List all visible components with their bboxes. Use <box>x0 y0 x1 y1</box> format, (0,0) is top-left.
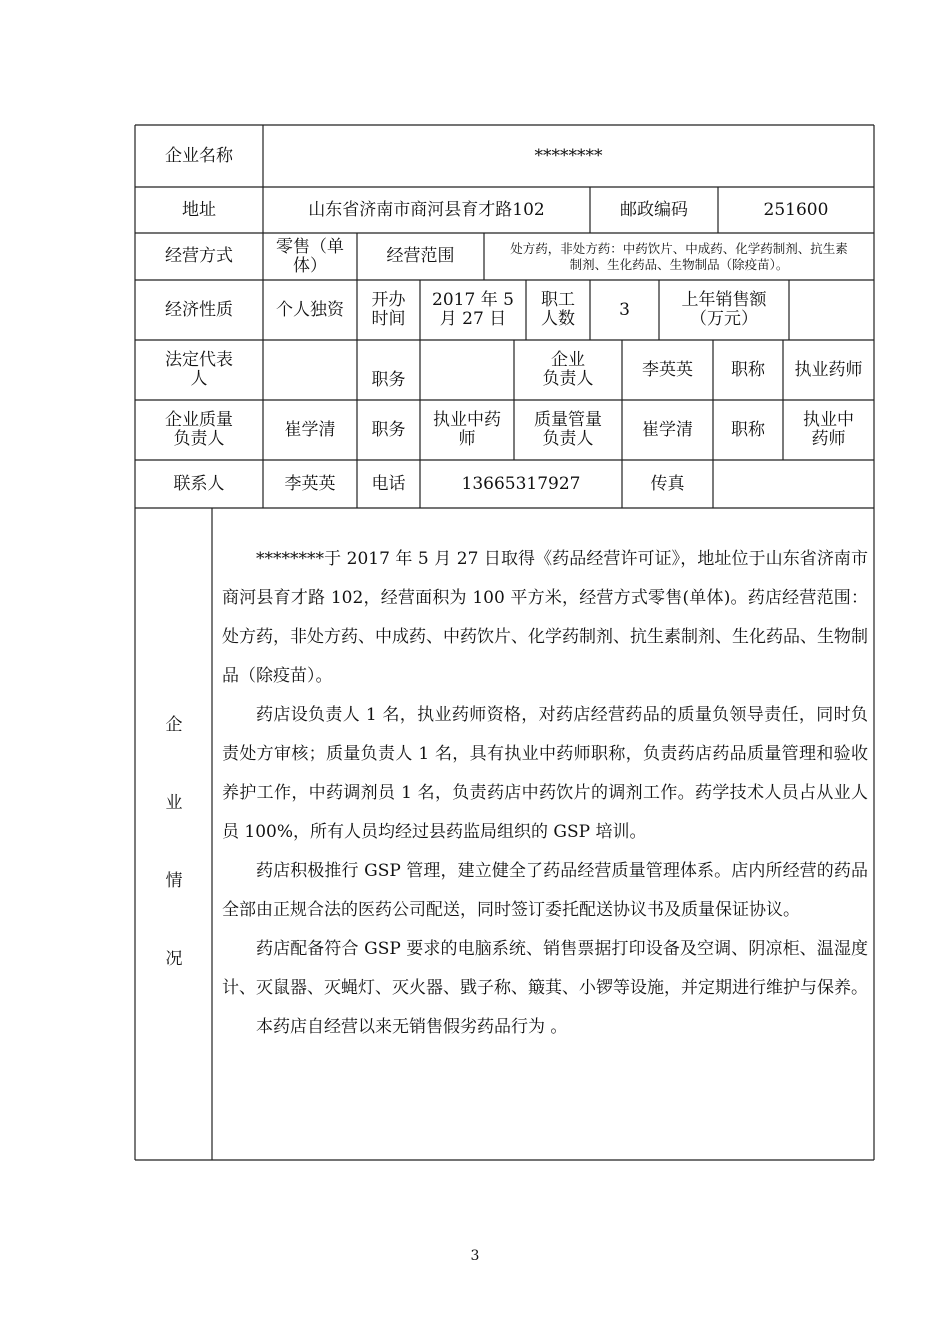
situation-content <box>222 540 868 1047</box>
business-mode-label: 经营方式 <box>165 246 233 266</box>
business-scope-value-line1: 处方药，非处方药：中药饮片、中成药、化学药制剂、抗生素 <box>510 240 848 256</box>
open-date-label-line2: 时间 <box>371 309 406 329</box>
legal-rep-label-line1: 法定代表 <box>165 350 233 370</box>
staff-count-label <box>526 280 590 340</box>
quality-head-position-label: 职务 <box>371 419 406 440</box>
quality-head-position-value-line2: 师 <box>458 429 476 449</box>
company-name-label: 企业名称 <box>165 145 233 166</box>
open-date-value-line1: 2017 年 5 <box>432 290 514 310</box>
open-date-label-line1: 开办 <box>371 290 406 310</box>
manager-title-value: 执业药师 <box>794 359 863 380</box>
manager-title-label: 职称 <box>731 359 765 380</box>
business-scope-label: 经营范围 <box>386 246 455 266</box>
econ-nature-label: 经济性质 <box>165 299 233 320</box>
legal-rep-position-value <box>420 340 514 400</box>
legal-rep-position-label: 职务 <box>371 369 406 390</box>
econ-nature-value: 个人独资 <box>276 299 344 320</box>
address-value: 山东省济南市商河县育才路102 <box>308 199 545 220</box>
staff-count-label-line2: 人数 <box>541 309 575 329</box>
paragraph: 药店积极推行 GSP 管理，建立健全了药品经营质量管理体系。店内所经营的药品全部由正规合法的医药公司配送，同时签订委托配送协议书及质量保证协议。 <box>222 861 868 920</box>
paragraph: 本药店自经营以来无销售假劣药品行为 。 <box>256 1017 568 1037</box>
postal-code-label: 邮政编码 <box>620 199 688 220</box>
contact-value: 李英英 <box>284 473 336 494</box>
quality-head-label-line2: 负责人 <box>173 429 225 449</box>
business-scope-value-line2: 制剂、生化药品、生物制品（除疫苗）。 <box>569 256 789 272</box>
legal-rep-label-line2: 人 <box>190 369 208 389</box>
sales-value <box>789 280 874 340</box>
phone-label: 电话 <box>371 473 406 494</box>
sales-label <box>659 280 789 340</box>
situation-label-char-4: 况 <box>165 949 183 969</box>
business-scope-value <box>484 233 874 280</box>
quality-manager-title-label: 职称 <box>731 419 765 440</box>
contact-label: 联系人 <box>173 473 225 494</box>
paragraph: ********于 2017 年 5 月 27 日取得《药品经营许可证》，地址位于山东省济南市商河县育才路 102，经营面积为 100 平方米，经营方式零售(单体)。药店经营范围：处方药，非处方药、中成药、中药饮片、化学药制剂、抗生素制剂、生化药品、生物制品（除疫苗）。 <box>222 549 868 686</box>
business-mode-value <box>263 233 357 280</box>
address-label: 地址 <box>182 199 216 220</box>
quality-manager-title-value <box>783 400 874 460</box>
staff-count-value: 3 <box>619 299 630 320</box>
manager-value: 李英英 <box>642 359 693 380</box>
quality-manager-label-line1: 质量管量 <box>534 410 602 430</box>
sales-label-line1: 上年销售额 <box>681 290 767 310</box>
quality-manager-label <box>514 400 622 460</box>
quality-head-label-line1: 企业质量 <box>165 410 233 430</box>
quality-manager-label-line2: 负责人 <box>542 429 594 449</box>
paragraph: 药店设负责人 1 名，执业药师资格，对药店经营药品的质量负领导责任，同时负责处方审核；质量负责人 1 名，具有执业中药师职称，负责药店药品质量管理和验收养护工作，中药调剂员 1 名，负责药店中药饮片的调剂工作。药学技术人员占从业人员 100%，所有人员均经过县药监局组织的 GSP 培训。 <box>222 705 868 842</box>
open-date-value <box>420 280 526 340</box>
manager-label-line2: 负责人 <box>542 369 594 389</box>
quality-manager-value: 崔学清 <box>642 419 693 440</box>
business-mode-value-line2: 体） <box>293 255 327 276</box>
fax-value <box>713 460 874 508</box>
manager-label-line1: 企业 <box>551 350 585 370</box>
quality-manager-title-value-line1: 执业中 <box>803 410 854 430</box>
fax-label: 传真 <box>650 473 685 494</box>
situation-label-char-2: 业 <box>165 793 183 813</box>
quality-head-value: 崔学清 <box>284 419 336 440</box>
phone-value: 13665317927 <box>461 473 581 494</box>
staff-count-label-line1: 职工 <box>541 290 575 310</box>
legal-rep-label <box>135 340 263 400</box>
quality-manager-title-value-line2: 药师 <box>811 429 846 449</box>
situation-label-char-1: 企 <box>165 715 183 735</box>
quality-head-position-value <box>420 400 514 460</box>
legal-rep-value <box>263 340 357 400</box>
postal-code-value: 251600 <box>763 199 829 220</box>
quality-head-label <box>135 400 263 460</box>
sales-label-line2: （万元） <box>690 309 758 329</box>
paragraph: 药店配备符合 GSP 要求的电脑系统、销售票据打印设备及空调、阴凉柜、温湿度计、灭鼠器、灭蝇灯、灭火器、戥子称、簸萁、小锣等设施，并定期进行维护与保养。 <box>222 939 868 998</box>
manager-label <box>514 340 622 400</box>
situation-label-char-3: 情 <box>165 871 183 891</box>
quality-head-position-value-line1: 执业中药 <box>433 410 501 430</box>
open-date-label <box>357 280 420 340</box>
open-date-value-line2: 月 27 日 <box>439 309 507 329</box>
page-number: 3 <box>470 1248 480 1264</box>
business-mode-value-line1: 零售（单 <box>276 236 344 257</box>
company-name-value: ******** <box>534 145 603 166</box>
